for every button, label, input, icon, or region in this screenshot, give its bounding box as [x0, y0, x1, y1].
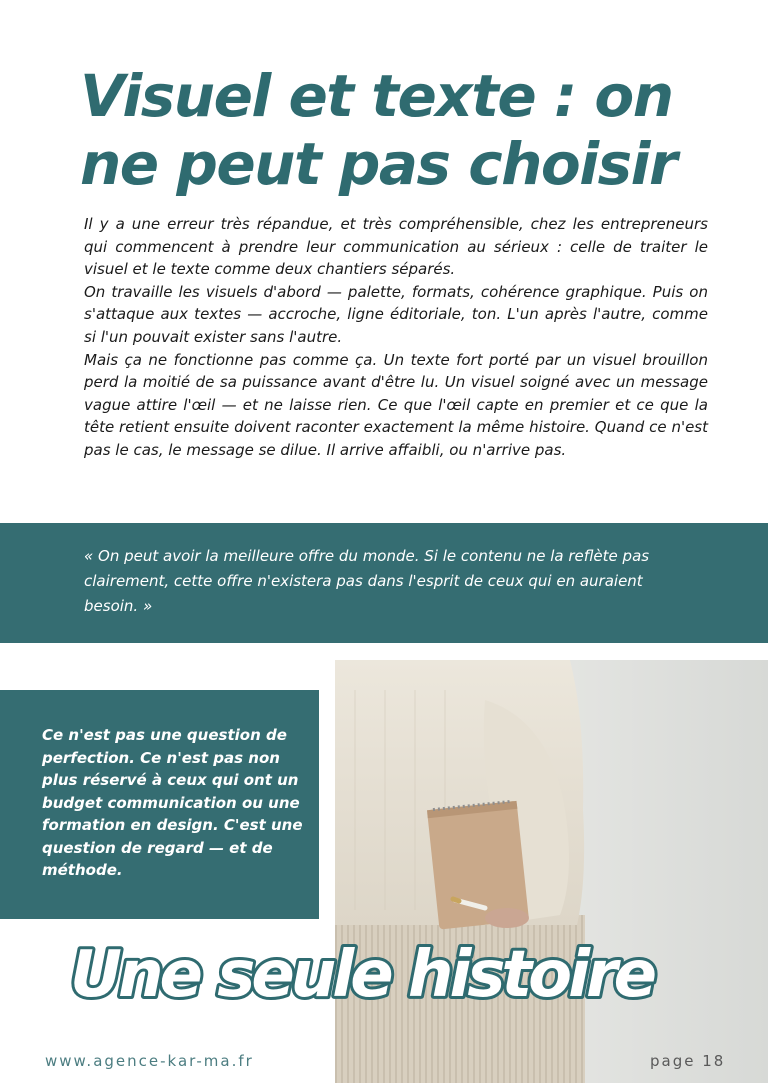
- big-heading-text: Une seule histoire: [70, 938, 653, 1012]
- page-title: [80, 62, 720, 198]
- paragraph: Mais ça ne fonctionne pas comme ça. Un texte fort porté par un visuel brouillon perd la moitié de sa puissance avant d'être lu. Un visuel soigné avec un message vague attire l'œil — et ne laisse rien. Ce que l'œil capte en premier et ce que la tête retient ensuite doivent raconter exactement la même histoire. Quand ce n'est pas le cas, le message se dilue. Il arrive affaibli, ou n'arrive pas.: [84, 350, 708, 459]
- pull-quote: « On peut avoir la meilleure offre du monde. Si le contenu ne la reflète pas clairement, cette offre n'existera pas dans l'esprit de ceux qui en auraient besoin. »: [84, 547, 650, 615]
- paragraph: On travaille les visuels d'abord — palette, formats, cohérence graphique. Puis on s'attaque aux textes — accroche, ligne éditoriale, ton. L'un après l'autre, comme si l'un pouvait exister sans l'autre.: [84, 282, 708, 346]
- body-text: [84, 213, 708, 462]
- title-line-1: Visuel et texte : on: [80, 62, 673, 130]
- paragraph: Il y a une erreur très répandue, et très compréhensible, chez les entrepreneurs qui commencent à prendre leur communication au sérieux : celle de traiter le visuel et le texte comme deux chantiers séparés.: [84, 215, 708, 279]
- footer-website: www.agence-kar-ma.fr: [45, 1052, 254, 1070]
- callout-text: Ce n'est pas une question de perfection. Ce n'est pas non plus réservé à ceux qui ont un budget communication ou une formation en design. C'est une question de regard — et de méthode.: [42, 726, 303, 879]
- title-line-2: ne peut pas choisir: [80, 130, 677, 198]
- footer-page-number: page 18: [650, 1052, 726, 1070]
- big-heading: [70, 918, 768, 1028]
